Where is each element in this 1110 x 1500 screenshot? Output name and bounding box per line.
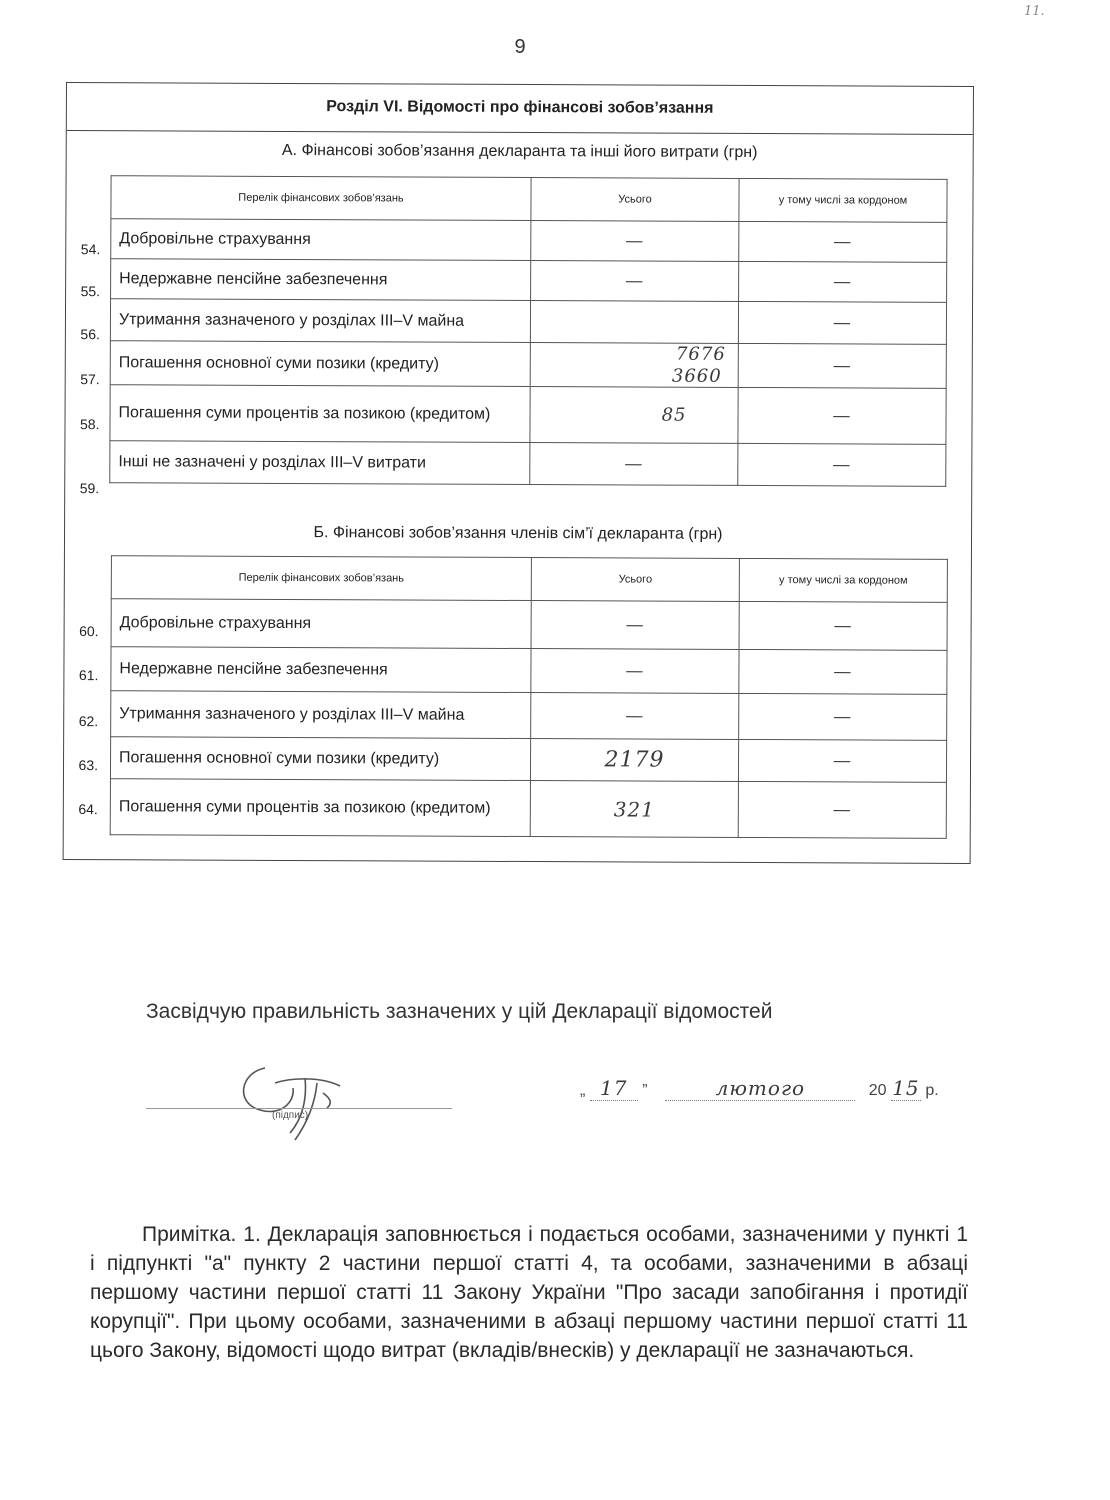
date-month-field: лютого xyxy=(665,1076,855,1101)
row-total: — xyxy=(531,601,739,650)
header-abroad: у тому числі за кордоном xyxy=(739,178,947,222)
row-number: 64. xyxy=(78,801,98,818)
row-name: Недержавне пенсійне забезпечення xyxy=(111,647,531,693)
handwritten-extra: 3660 xyxy=(671,365,722,387)
date-year-prefix: 20 xyxy=(868,1082,887,1099)
section-title: Розділ VI. Відомості про фінансові зобов’язання xyxy=(67,83,973,135)
date-close-quote: ” xyxy=(642,1082,648,1099)
row-total: 321 xyxy=(530,781,738,838)
part-b-table xyxy=(110,555,948,839)
date-day-field: 17 xyxy=(590,1076,638,1101)
row-total: — xyxy=(531,693,739,740)
footnote-text: Примітка. 1. Декларація заповнюється і подається особами, зазначеними у пункті 1 і підпункті "а" пункту 2 частини першої статті 4, та особами, зазначеними в абзаці першому частини першої статті 11 Закону України "Про засади запобігання і протидії корупції". При цьому особами, зазначеними в абзаці першому частини першої статті 11 цього Закону, відомості щодо витрат (вкладів/внесків) у декларації не зазначаються. xyxy=(90,1223,968,1362)
date-suffix: р. xyxy=(925,1082,939,1099)
page-number: 9 xyxy=(514,36,526,58)
row-name: Добровільне страхування xyxy=(111,599,531,649)
header-abroad: у тому числі за кордоном xyxy=(739,558,947,602)
row-abroad: — xyxy=(739,221,947,262)
part-a-title: А. Фінансові зобов’язання декларанта та інші його витрати (грн) xyxy=(281,141,758,162)
certification-statement: Засвідчую правильність зазначених у цій Декларації відомостей xyxy=(146,1000,773,1023)
handwritten-total: 7676 xyxy=(675,343,726,365)
row-abroad: — xyxy=(738,343,946,388)
row-total: — xyxy=(531,261,739,302)
section-frame xyxy=(63,82,974,864)
row-number: 63. xyxy=(78,757,99,774)
row-name: Інші не зазначені у розділах III–V витрати xyxy=(110,441,530,485)
row-name: Погашення основної суми позики (кредиту) xyxy=(110,737,530,781)
row-name: Погашення суми процентів за позикою (кредитом) xyxy=(110,779,530,837)
row-name: Добровільне страхування xyxy=(111,219,531,261)
row-abroad: — xyxy=(739,261,947,302)
row-number: 57. xyxy=(80,371,100,388)
row-abroad: — xyxy=(739,601,947,650)
row-total xyxy=(530,343,738,388)
row-total: 2179 xyxy=(530,739,738,782)
row-total: — xyxy=(530,443,738,486)
row-abroad: — xyxy=(738,781,946,838)
date-year-field: 15 xyxy=(892,1076,920,1100)
footnote xyxy=(90,1220,968,1365)
part-a-table xyxy=(109,175,947,487)
row-number: 61. xyxy=(78,667,99,684)
header-total: Усього xyxy=(531,178,739,222)
row-name: Погашення суми процентів за позикою (кредитом) xyxy=(110,385,530,443)
row-abroad: — xyxy=(738,443,946,486)
row-number: 55. xyxy=(80,283,101,300)
date-row xyxy=(580,1076,939,1101)
row-total: — xyxy=(531,221,739,262)
header-liabilities-list: Перелік фінансових зобов’язань xyxy=(111,556,531,601)
header-total: Усього xyxy=(531,558,739,602)
signature-line xyxy=(146,1108,452,1109)
row-name: Погашення основної суми позики (кредиту) xyxy=(110,341,530,387)
row-abroad: — xyxy=(738,387,946,444)
date-open-quote: „ xyxy=(580,1082,586,1099)
row-total: 85 xyxy=(530,387,738,444)
row-number: 56. xyxy=(80,326,100,343)
row-name: Утримання зазначеного у розділах III–V майна xyxy=(111,691,531,739)
row-total: — xyxy=(531,649,739,694)
row-abroad: — xyxy=(738,739,946,782)
row-number: 59. xyxy=(79,480,100,497)
row-number: 54. xyxy=(80,241,101,258)
row-abroad: — xyxy=(739,649,947,694)
row-abroad: — xyxy=(739,693,947,740)
row-abroad: — xyxy=(738,301,946,344)
signature-image xyxy=(235,1048,355,1148)
row-number: 58. xyxy=(80,416,100,433)
row-total xyxy=(530,301,738,344)
row-name: Утримання зазначеного у розділах III–V майна xyxy=(110,299,530,343)
row-number: 60. xyxy=(79,623,99,640)
header-liabilities-list: Перелік фінансових зобов’язань xyxy=(111,176,531,221)
signature-label: (підпис) xyxy=(272,1110,309,1121)
row-number: 62. xyxy=(78,713,99,730)
row-name: Недержавне пенсійне забезпечення xyxy=(111,259,531,301)
corner-mark: 11. xyxy=(1024,4,1045,19)
part-b-title: Б. Фінансові зобов’язання членів сім’ї декларанта (грн) xyxy=(313,524,723,543)
